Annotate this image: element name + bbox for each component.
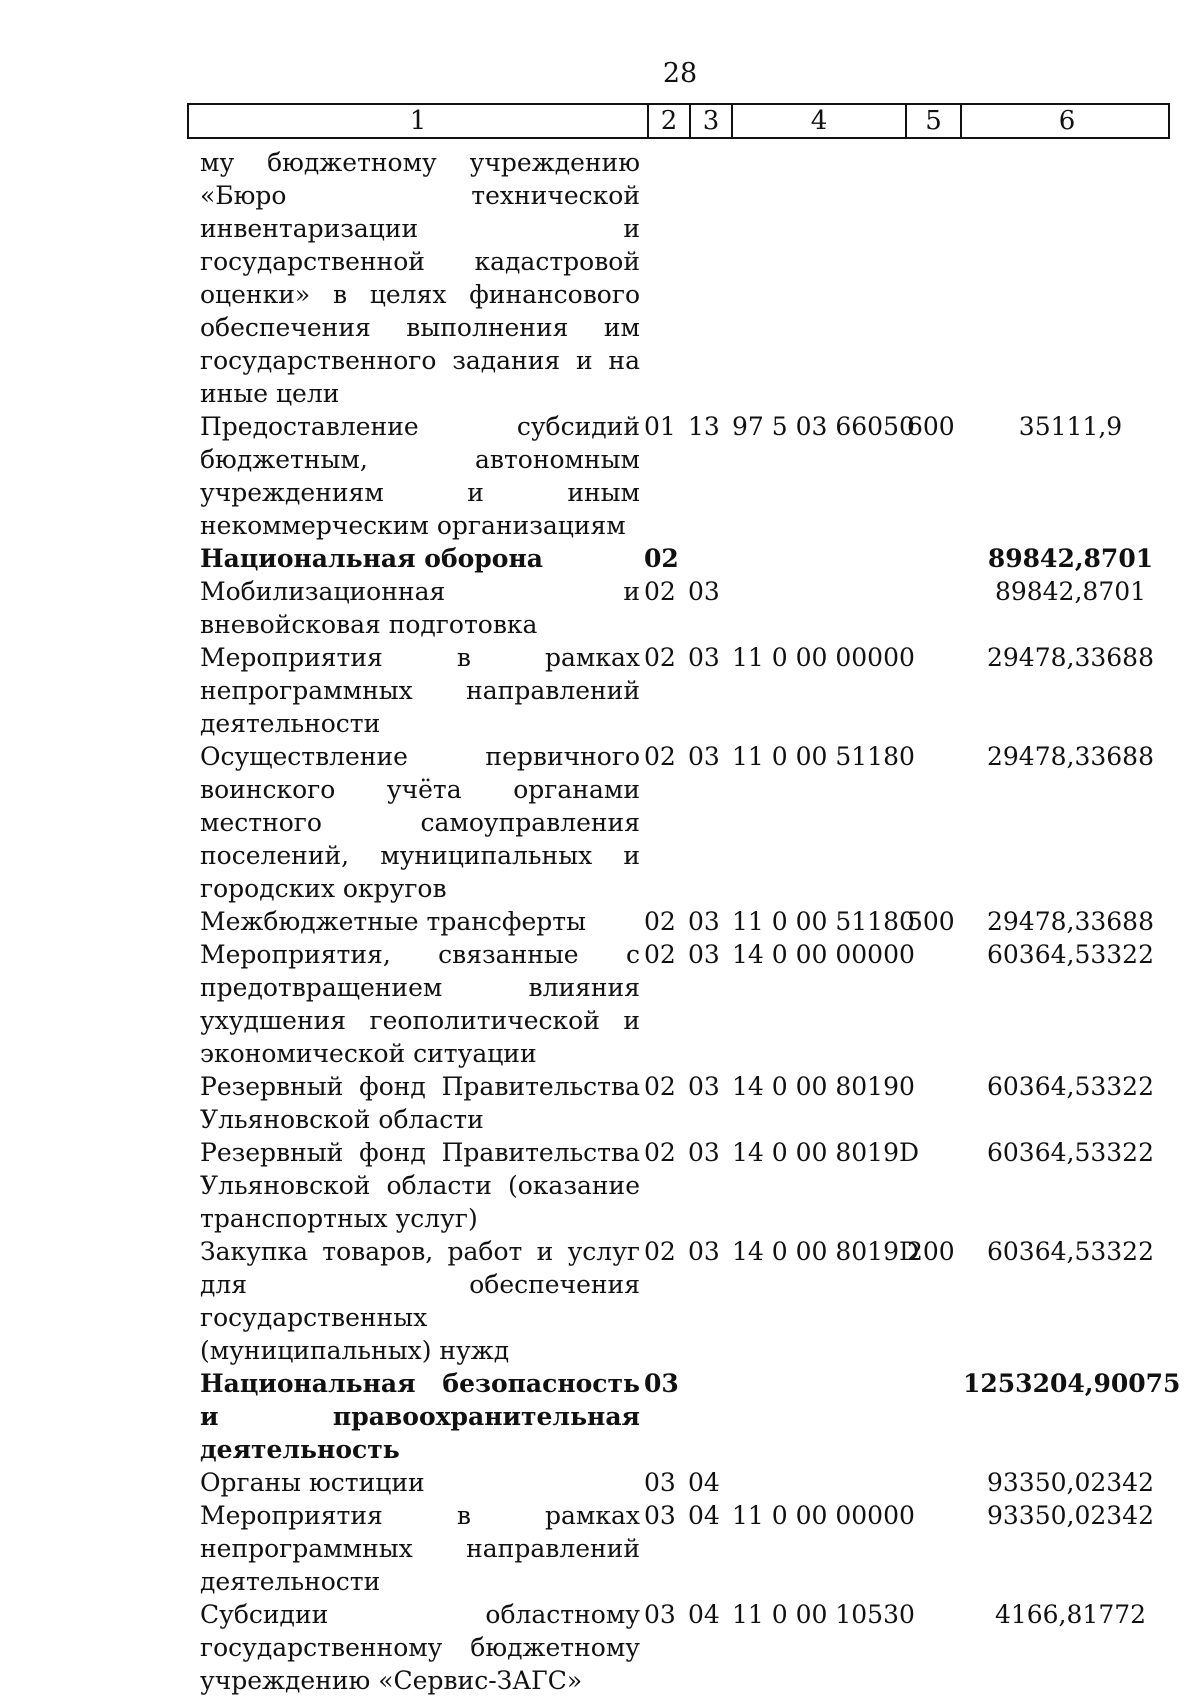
table-row	[200, 1070, 1180, 1136]
row-expense-type	[903, 575, 963, 641]
row-amount: 89842,8701	[994, 577, 1147, 606]
row-section-code: 01	[644, 412, 676, 441]
row-target-article	[728, 575, 903, 641]
row-description: Закупка товаров, работ и услуг для обеспечения государственных (муниципальных) нужд	[200, 1237, 640, 1365]
table-row	[200, 1466, 1180, 1499]
row-amount	[963, 146, 1178, 410]
row-expense-type: 500	[907, 907, 955, 936]
table-row	[200, 542, 1180, 575]
row-expense-type	[903, 938, 963, 1070]
row-amount: 35111,9	[1018, 412, 1123, 441]
row-expense-type: 600	[907, 412, 955, 441]
table-row	[200, 1367, 1180, 1466]
row-description: Мероприятия в рамках непрограммных направлений деятельности	[200, 643, 640, 738]
row-amount: 60364,53322	[986, 940, 1154, 969]
row-target-article: 11 0 00 10530	[732, 1600, 915, 1629]
row-target-article: 11 0 00 51180	[732, 742, 915, 771]
row-description: Органы юстиции	[200, 1468, 425, 1497]
row-expense-type	[903, 641, 963, 740]
row-amount: 89842,8701	[987, 544, 1154, 573]
row-amount: 93350,02342	[986, 1468, 1154, 1497]
column-header-6: 6	[1058, 106, 1076, 136]
row-subsection-code: 03	[688, 907, 720, 936]
row-description: Национальная безопасность и правоохранительная деятельность	[200, 1369, 640, 1464]
row-section-code: 02	[644, 742, 676, 771]
row-subsection-code: 03	[688, 742, 720, 771]
row-expense-type	[903, 542, 963, 575]
row-amount: 93350,02342	[986, 1501, 1154, 1530]
row-target-article: 11 0 00 51180	[732, 907, 915, 936]
row-subsection-code: 03	[688, 643, 720, 672]
row-expense-type	[903, 1598, 963, 1697]
table-row	[200, 1499, 1180, 1598]
row-target-article: 14 0 00 00000	[732, 940, 915, 969]
row-subsection-code: 04	[688, 1468, 720, 1497]
row-subsection-code: 03	[688, 1072, 720, 1101]
row-section-code	[640, 146, 684, 410]
row-subsection-code: 03	[688, 577, 720, 606]
row-subsection-code: 03	[688, 1237, 720, 1266]
row-expense-type	[903, 1070, 963, 1136]
row-description: Резервный фонд Правительства Ульяновской области (оказание транспортных услуг)	[200, 1138, 640, 1233]
row-section-code: 02	[644, 1072, 676, 1101]
column-header-3: 3	[691, 105, 733, 137]
row-description: Предоставление субсидий бюджетным, автономным учреждениям и иным некоммерческим организациям	[200, 412, 640, 540]
row-section-code: 02	[644, 1237, 676, 1266]
row-target-article	[728, 542, 903, 575]
row-expense-type	[903, 1367, 963, 1466]
row-subsection-code	[684, 542, 728, 575]
row-section-code: 02	[644, 544, 679, 573]
row-amount: 4166,81772	[994, 1600, 1147, 1629]
table-row	[200, 410, 1180, 542]
row-description: Межбюджетные трансферты	[200, 907, 587, 936]
row-description: Мобилизационная и вневойсковая подготовка	[200, 577, 640, 639]
row-expense-type	[903, 1136, 963, 1235]
row-section-code: 02	[644, 643, 676, 672]
row-expense-type: 200	[907, 1237, 955, 1266]
row-subsection-code: 04	[688, 1501, 720, 1530]
row-subsection-code	[684, 146, 728, 410]
row-amount: 29478,33688	[986, 643, 1154, 672]
row-description: Осуществление первичного воинского учёта органами местного самоуправления поселений, муниципальных и городских округов	[200, 742, 640, 903]
table-row	[200, 575, 1180, 641]
row-amount: 29478,33688	[986, 907, 1154, 936]
row-section-code: 02	[644, 907, 676, 936]
row-subsection-code: 03	[688, 1138, 720, 1167]
row-description: Мероприятия в рамках непрограммных направлений деятельности	[200, 1501, 640, 1596]
row-expense-type	[903, 740, 963, 905]
row-section-code: 03	[644, 1468, 676, 1497]
table-header	[187, 103, 1170, 139]
row-description: Резервный фонд Правительства Ульяновской области	[200, 1072, 640, 1134]
table-row	[200, 146, 1180, 410]
column-header-4: 4	[733, 105, 907, 137]
row-target-article: 14 0 00 80190	[732, 1072, 915, 1101]
row-expense-type	[903, 146, 963, 410]
row-amount: 60364,53322	[986, 1237, 1154, 1266]
table-row	[200, 641, 1180, 740]
column-header-2: 2	[649, 105, 691, 137]
column-header-5: 5	[907, 105, 962, 137]
page-number: 28	[662, 58, 698, 89]
row-section-code: 02	[644, 577, 676, 606]
row-amount: 29478,33688	[986, 742, 1154, 771]
table-row	[200, 1598, 1180, 1697]
column-header-1: 1	[189, 105, 649, 137]
row-subsection-code: 03	[688, 940, 720, 969]
table-row	[200, 740, 1180, 905]
row-description: Национальная оборона	[200, 544, 543, 573]
row-target-article: 97 5 03 66050	[732, 412, 915, 441]
row-expense-type	[903, 1499, 963, 1598]
row-target-article	[728, 1466, 903, 1499]
row-expense-type	[903, 1466, 963, 1499]
table-row	[200, 905, 1180, 938]
row-section-code: 02	[644, 940, 676, 969]
row-target-article: 14 0 00 8019D	[732, 1138, 920, 1167]
table-row	[200, 1136, 1180, 1235]
row-amount: 60364,53322	[986, 1138, 1154, 1167]
row-section-code: 02	[644, 1138, 676, 1167]
row-target-article: 11 0 00 00000	[732, 643, 915, 672]
row-subsection-code: 13	[688, 412, 720, 441]
row-amount: 1253204,90075	[963, 1369, 1181, 1398]
row-subsection-code	[684, 1367, 728, 1466]
row-description: Субсидии областному государственному бюджетному учреждению «Сервис-ЗАГС»	[200, 1600, 640, 1695]
table-row	[200, 938, 1180, 1070]
row-description: му бюджетному учреждению «Бюро технической инвентаризации и государственной кадастровой оценки» в целях финансового обеспечения выполнения им государственного задания и на иные цели	[200, 148, 640, 408]
row-section-code: 03	[644, 1501, 676, 1530]
row-amount: 60364,53322	[986, 1072, 1154, 1101]
table-row	[200, 1235, 1180, 1367]
row-target-article	[728, 146, 903, 410]
row-target-article	[728, 1367, 903, 1466]
row-subsection-code: 04	[688, 1600, 720, 1629]
budget-table-body	[200, 146, 1180, 1697]
row-section-code: 03	[644, 1600, 676, 1629]
row-target-article: 11 0 00 00000	[732, 1501, 915, 1530]
row-target-article: 14 0 00 8019D	[732, 1237, 920, 1266]
row-description: Мероприятия, связанные с предотвращением влияния ухудшения геополитической и экономической ситуации	[200, 940, 640, 1068]
row-section-code: 03	[644, 1369, 679, 1398]
